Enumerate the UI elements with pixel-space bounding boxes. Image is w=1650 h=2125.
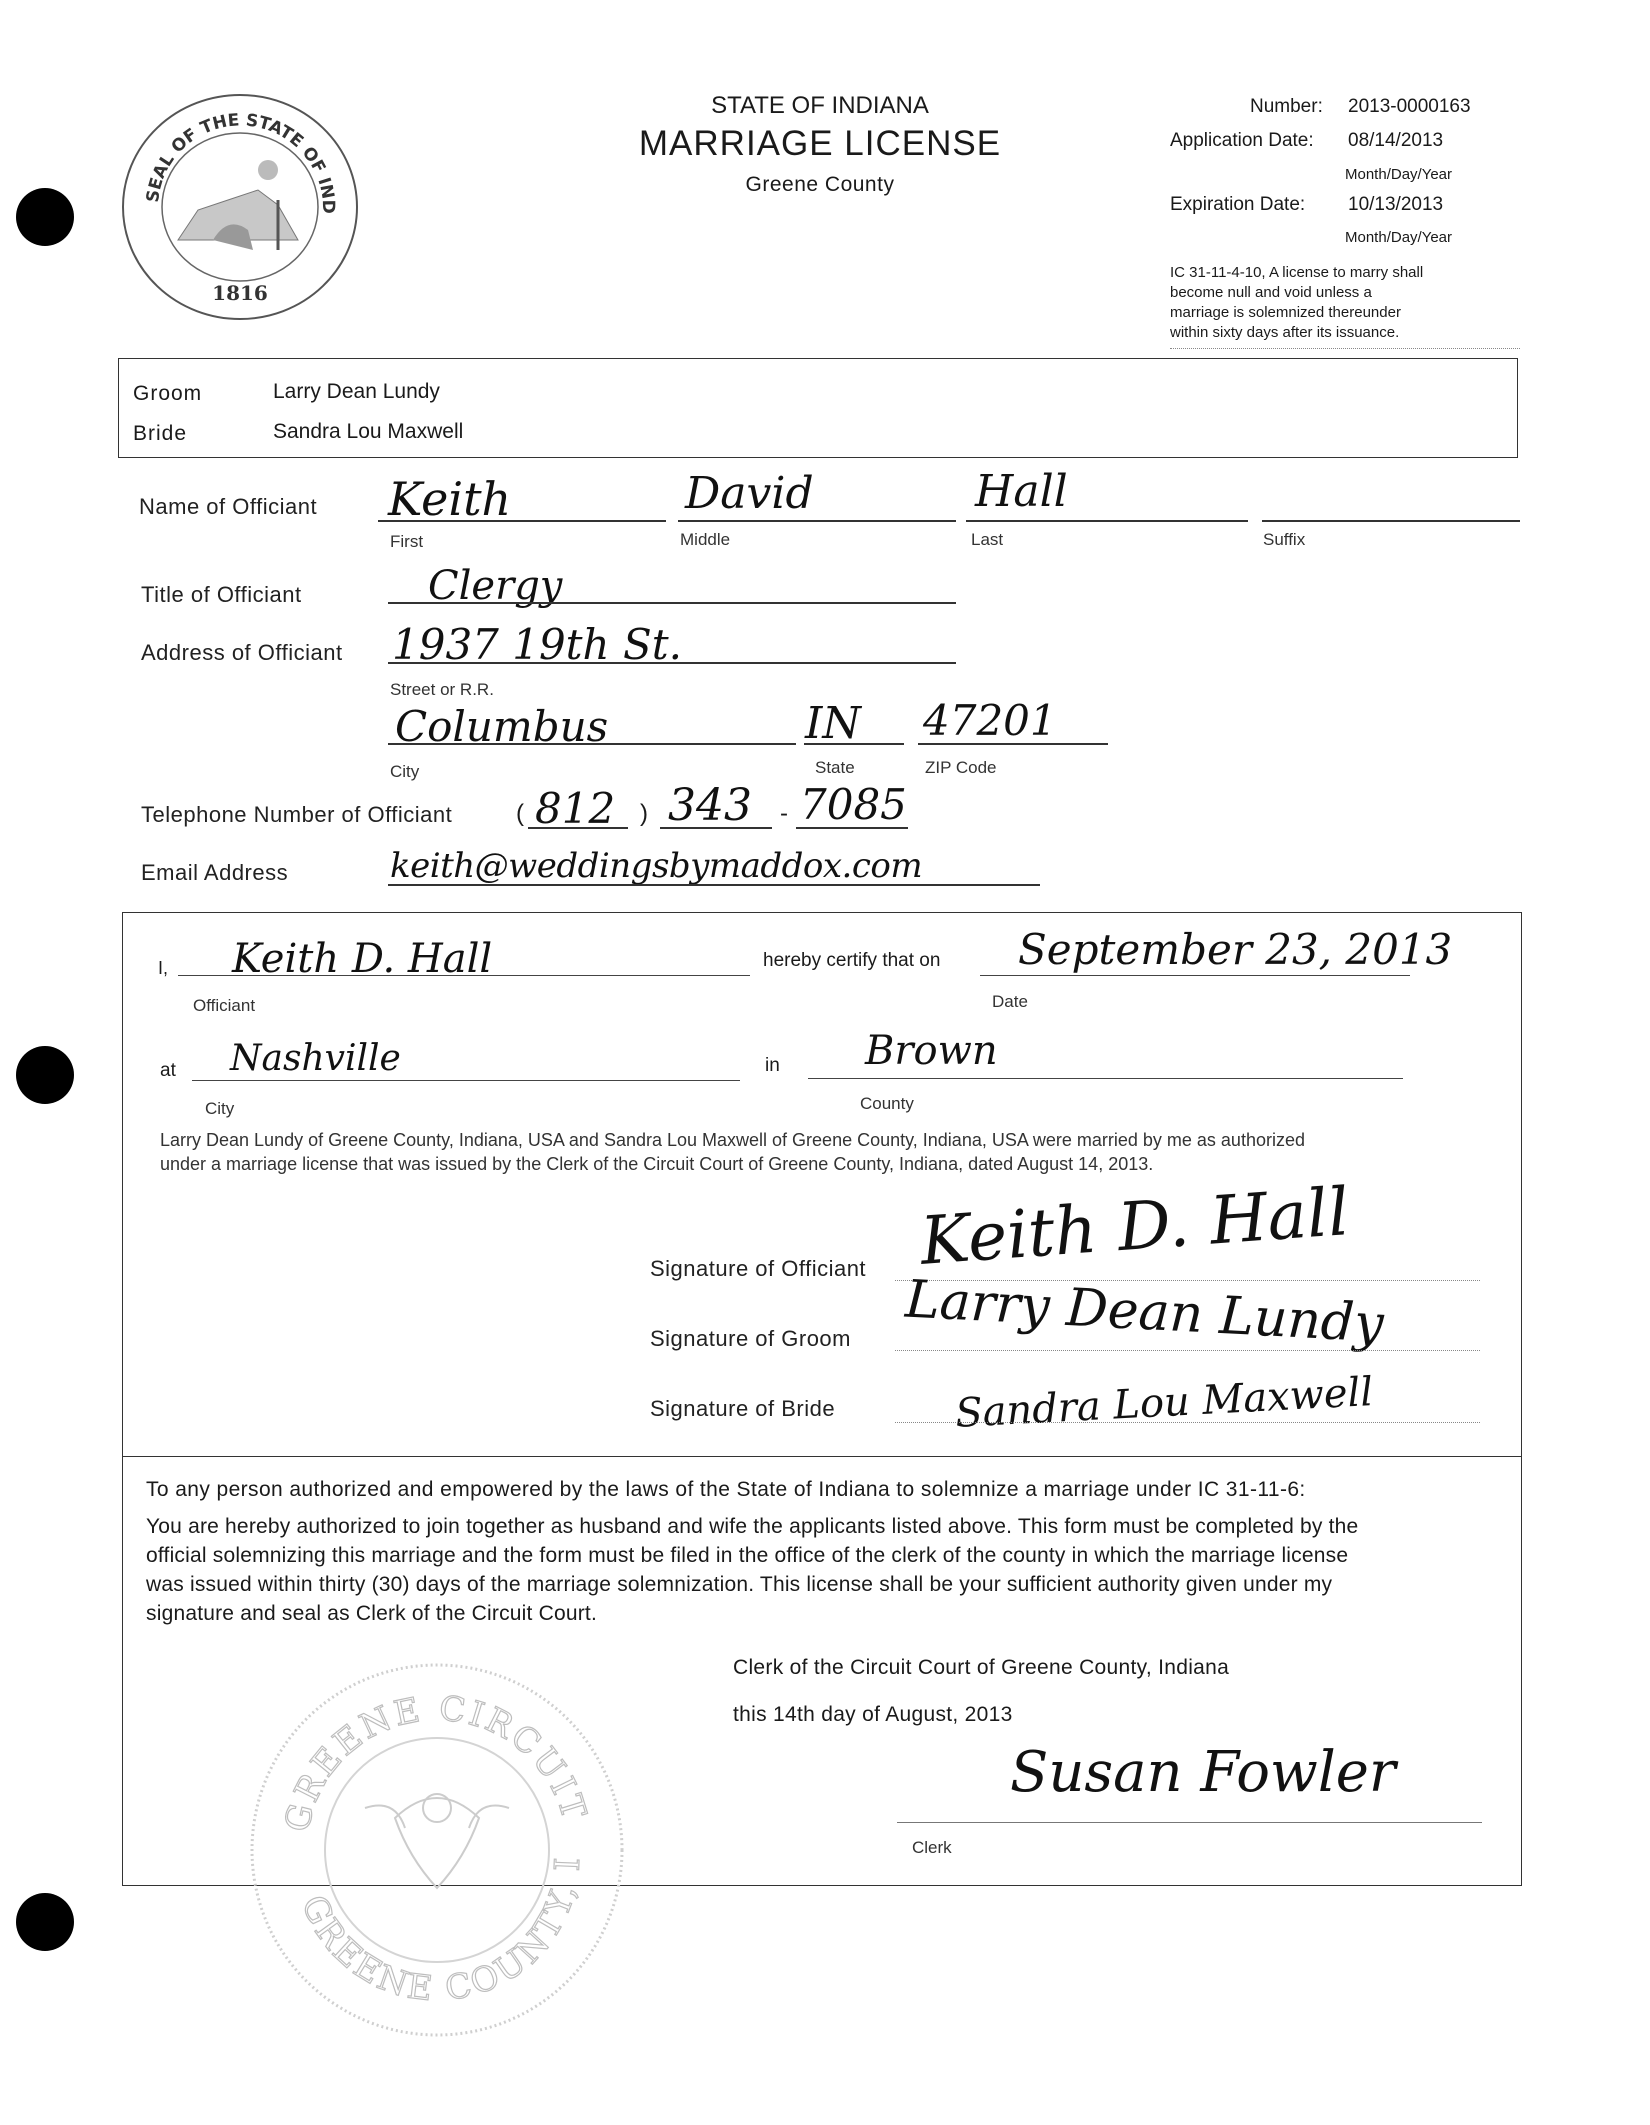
date-format-caption: Month/Day/Year [1345, 166, 1453, 183]
groom-signature-label: Signature of Groom [650, 1326, 851, 1351]
county-heading: Greene County [745, 173, 895, 196]
phone-prefix: 343 [668, 780, 752, 831]
embossed-seal-bottom-text: GREENE COUNTY, I [292, 1854, 589, 2010]
punch-hole-top [16, 188, 74, 246]
at-label: at [160, 1060, 176, 1081]
phone-line-number: 7085 [800, 780, 907, 829]
state-line [804, 743, 904, 745]
marriage-city-line [192, 1080, 740, 1081]
in-label: in [765, 1055, 780, 1076]
phone-paren-open: ( [516, 800, 524, 827]
document-title: MARRIAGE LICENSE [638, 124, 1002, 163]
embossed-seal-top-text: GREENE CIRCUIT [277, 1688, 595, 1836]
officiant-state: IN [805, 698, 861, 749]
city-line [388, 743, 796, 745]
bride-name: Sandra Lou Maxwell [273, 420, 464, 443]
officiant-street: 1937 19th St. [392, 620, 682, 669]
groom-signature-line [895, 1350, 1480, 1351]
svg-text:SEAL OF THE STATE OF INDIANA [118, 90, 338, 214]
application-date: 08/14/2013 [1348, 130, 1444, 151]
officiant-city: Columbus [395, 702, 609, 751]
officiant-signature-label: Signature of Officiant [650, 1256, 867, 1281]
phone-area-code: 812 [535, 784, 616, 833]
marriage-county: Brown [865, 1028, 998, 1074]
phone-dash: - [780, 800, 788, 827]
suffix-line [1262, 520, 1520, 522]
groom-name: Larry Dean Lundy [273, 380, 440, 403]
number-label: Number: [1250, 96, 1323, 117]
authorization-heading: To any person authorized and empowered by the laws of the State of Indiana to solemnize a marriage under IC 31-11-6: [146, 1478, 1306, 1501]
punch-hole-middle [16, 1046, 74, 1104]
punch-hole-bottom [16, 1893, 74, 1951]
marriage-city: Nashville [230, 1038, 401, 1079]
zip-line [918, 743, 1108, 745]
expiration-date-label: Expiration Date: [1170, 194, 1306, 215]
prefix-line [660, 827, 772, 829]
officiant-title: Clergy [428, 563, 563, 609]
bride-label: Bride [133, 422, 188, 445]
marriage-county-line [808, 1078, 1403, 1079]
license-number: 2013-0000163 [1348, 96, 1471, 117]
city-caption: City [205, 1099, 235, 1118]
bride-signature-line [895, 1422, 1480, 1423]
seal-text: SEAL OF THE STATE OF IND [143, 110, 339, 214]
county-caption: County [860, 1094, 914, 1113]
officiant-caption: Officiant [193, 996, 256, 1015]
officiant-phone-label: Telephone Number of Officiant [141, 802, 453, 827]
clerk-signature-line [897, 1822, 1482, 1823]
officiant-middle-name: David [685, 468, 814, 519]
officiant-name-label: Name of Officiant [139, 494, 318, 519]
first-name-line [378, 520, 666, 522]
svg-text:GREENE CIRCUIT COURT [245, 1658, 597, 1839]
bride-signature: Sandra Lou Maxwell [954, 1369, 1375, 1437]
email-line [388, 884, 1040, 886]
suffix-caption: Suffix [1263, 530, 1306, 549]
title-line [388, 602, 956, 604]
certifying-officiant-line [178, 975, 750, 976]
marriage-date: September 23, 2013 [1018, 925, 1453, 974]
zip-caption: ZIP Code [925, 758, 997, 777]
issue-day: this 14th day of August, 2013 [733, 1703, 1013, 1726]
phone-paren-close: ) [640, 800, 648, 827]
state-heading: STATE OF INDIANA [711, 92, 929, 119]
date-caption: Date [992, 992, 1028, 1011]
authorization-paragraph: You are hereby authorized to join together as husband and wife the applicants listed above. This form must be completed by the official solemnizing this marriage and the form must be filed in the office of the clerk of the county in which the marriage license was issued within thirty (30) days of the marriage solemnization. This license shall be your sufficient authority given under my signature and seal as Clerk of the Circuit Court. [146, 1515, 1359, 1625]
clerk-signature: Susan Fowler [1010, 1740, 1396, 1805]
certify-text: hereby certify that on [763, 950, 941, 971]
bride-signature-label: Signature of Bride [650, 1396, 836, 1421]
officiant-email: keith@weddingsbymaddox.com [390, 846, 923, 886]
application-date-label: Application Date: [1170, 130, 1314, 151]
groom-signature: Larry Dean Lundy [903, 1269, 1386, 1355]
first-caption: First [390, 532, 424, 551]
line-number-line [796, 827, 908, 829]
last-caption: Last [971, 530, 1004, 549]
date-format-caption: Month/Day/Year [1345, 229, 1453, 246]
area-code-line [528, 827, 628, 829]
certifying-officiant: Keith D. Hall [232, 936, 493, 982]
clerk-caption: Clerk [912, 1838, 952, 1857]
state-seal [118, 90, 363, 325]
expiration-notice: IC 31-11-4-10, A license to marry shall become null and void unless a marriage is solemnized thereunder within sixty days after its issuance. [1170, 264, 1424, 341]
officiant-title-label: Title of Officiant [141, 582, 302, 607]
street-line [388, 662, 956, 664]
seal-year: 1816 [212, 281, 268, 305]
officiant-signature: Keith D. Hall [917, 1173, 1352, 1280]
notice-divider [1170, 348, 1520, 349]
officiant-address-label: Address of Officiant [141, 640, 343, 665]
officiant-last-name: Hall [975, 466, 1068, 517]
officiant-first-name: Keith [388, 472, 512, 526]
i-label: I, [158, 958, 169, 978]
street-caption: Street or R.R. [390, 680, 494, 699]
officiant-zip: 47201 [923, 696, 1057, 745]
state-caption: State [815, 758, 855, 777]
embossed-court-seal [245, 1658, 630, 2043]
middle-caption: Middle [680, 530, 731, 549]
groom-label: Groom [133, 382, 203, 405]
certification-statement: Larry Dean Lundy of Greene County, Indiana, USA and Sandra Lou Maxwell of Greene County, Indiana, USA were married by me as authorized under a marriage license that was issued by the Clerk of the Circuit Court of Greene County, Indiana, dated August 14, 2013. [160, 1130, 1305, 1174]
city-caption: City [390, 762, 420, 781]
middle-name-line [678, 520, 956, 522]
last-name-line [966, 520, 1248, 522]
expiration-date: 10/13/2013 [1348, 194, 1444, 215]
email-label: Email Address [141, 860, 289, 885]
clerk-title: Clerk of the Circuit Court of Greene County, Indiana [733, 1656, 1230, 1679]
marriage-date-line [980, 975, 1410, 976]
